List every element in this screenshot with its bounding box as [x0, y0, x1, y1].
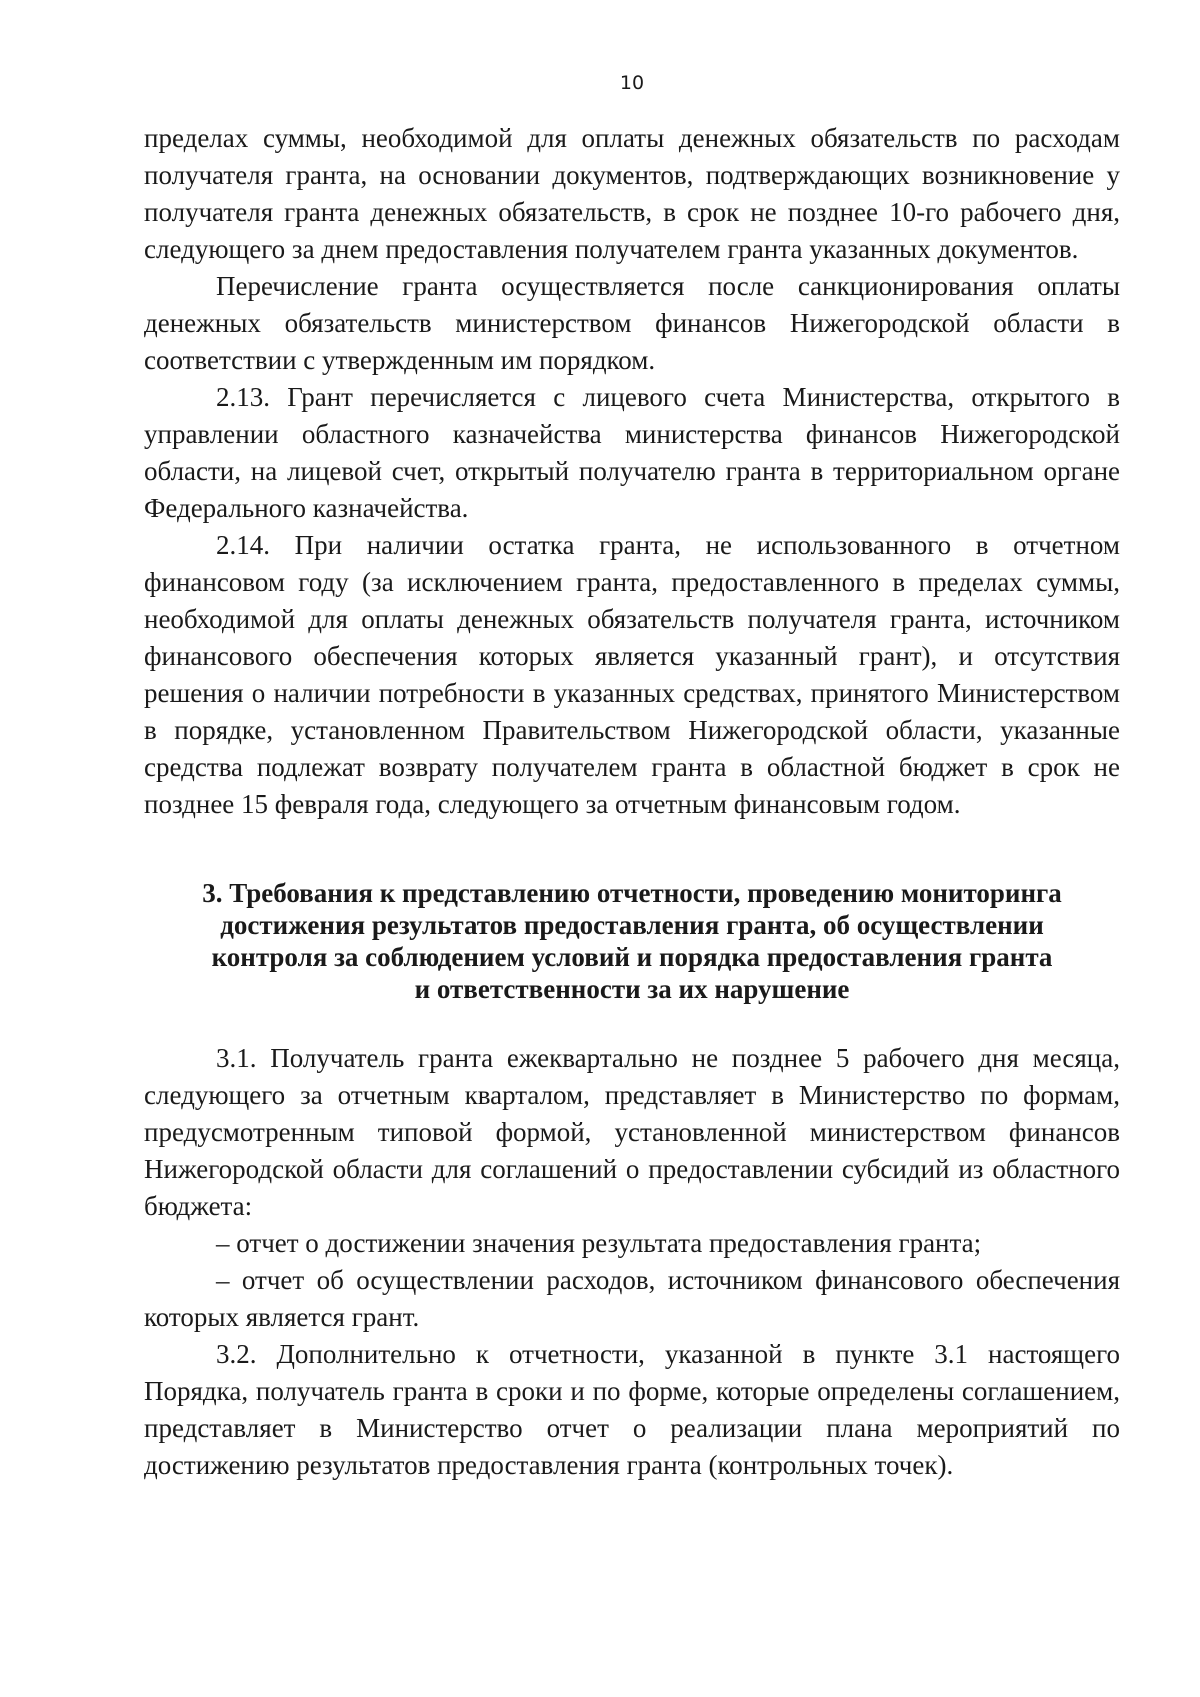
paragraph-3-1: 3.1. Получатель гранта ежеквартально не позднее 5 рабочего дня месяца, следующего за отчетным кварталом, представляет в Министерство по формам, предусмотренным типовой формой, установленной министерством финансов Нижегородской области для соглашений о предоставлении субсидий из областного бюджета: — [144, 1043, 1120, 1221]
paragraph-3-2: 3.2. Дополнительно к отчетности, указанной в пункте 3.1 настоящего Порядка, получатель гранта в сроки и по форме, которые определены соглашением, представляет в Министерство отчет о реализации плана мероприятий по достижению результатов предоставления гранта (контрольных точек). — [144, 1339, 1120, 1480]
section-heading-line: достижения результатов предоставления гранта, об осуществлении — [220, 910, 1044, 940]
list-item-expense-report: – отчет об осуществлении расходов, источником финансового обеспечения которых является грант. — [144, 1265, 1120, 1332]
document-body — [144, 120, 1120, 1484]
section-3-heading — [144, 877, 1120, 1005]
paragraph-2-14: 2.14. При наличии остатка гранта, не использованного в отчетном финансовом году (за исключением гранта, предоставленного в пределах суммы, необходимой для оплаты денежных обязательств получателя гранта, источником финансового обеспечения которых является указанный грант), и отсутствия решения о наличии потребности в указанных средствах, принятого Министерством в порядке, установленном Правительством Нижегородской области, указанные средства подлежат возврату получателем гранта в областной бюджет в срок не позднее 15 февраля года, следующего за отчетным финансовым годом. — [144, 530, 1120, 819]
paragraph-continuation: пределах суммы, необходимой для оплаты денежных обязательств по расходам получателя гранта, на основании документов, подтверждающих возникновение у получателя гранта денежных обязательств, в срок не позднее 10-го рабочего дня, следующего за днем предоставления получателем гранта указанных документов. — [144, 123, 1120, 264]
section-heading-line: и ответственности за их нарушение — [414, 974, 850, 1004]
paragraph-2-13: 2.13. Грант перечисляется с лицевого счета Министерства, открытого в управлении областного казначейства министерства финансов Нижегородской области, на лицевой счет, открытый получателю гранта в территориальном органе Федерального казначейства. — [144, 382, 1120, 523]
section-heading-line: контроля за соблюдением условий и порядка предоставления гранта — [211, 942, 1053, 972]
list-item-result-report: – отчет о достижении значения результата предоставления гранта; — [216, 1228, 982, 1258]
paragraph-transfer-sanction: Перечисление гранта осуществляется после санкционирования оплаты денежных обязательств министерством финансов Нижегородской области в соответствии с утвержденным им порядком. — [144, 271, 1120, 375]
section-heading-line: 3. Требования к представлению отчетности, проведению мониторинга — [202, 878, 1062, 908]
page-number: 10 — [619, 72, 645, 94]
